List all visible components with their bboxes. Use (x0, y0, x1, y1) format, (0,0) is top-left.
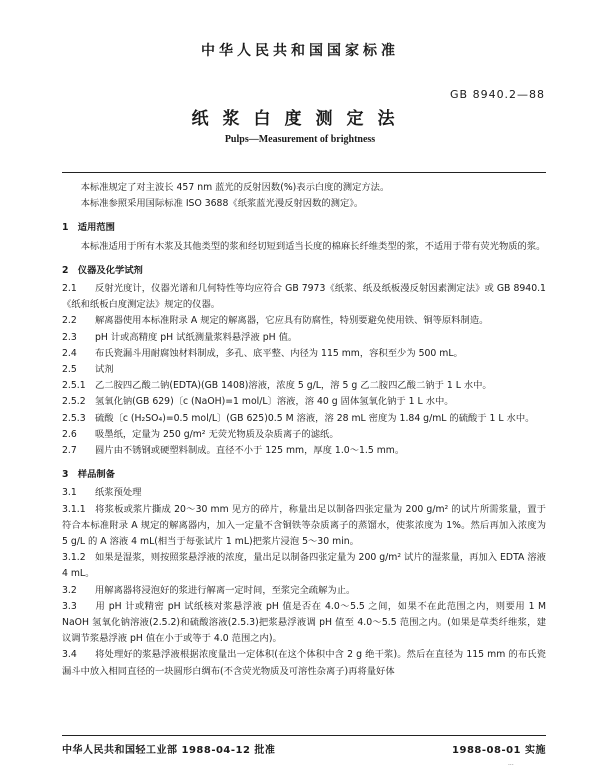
section-heading: 3 样品制备 (62, 469, 115, 481)
clause-number: 2.5.3 (62, 412, 86, 424)
clause-text: 乙二胺四乙酸二钠(EDTA)(GB 1408)溶液，浓度 5 g/L，溶 5 g 乙二胺四乙酸二钠于 1 L 水中。 (94, 380, 492, 392)
clause-number: 2.4 (62, 347, 77, 359)
section-paragraph: 本标准适用于所有木浆及其他类型的浆和经切短到适当长度的棉麻长纤维类型的浆，不适用于带有荧光物质的浆。 (80, 240, 546, 252)
clause-text: pH 计或高精度 pH 试纸测量浆料悬浮液 pH 值。 (94, 331, 298, 343)
clause-item (62, 647, 546, 679)
clause-number: 2.7 (62, 445, 77, 457)
document-body (62, 180, 546, 680)
effective-date: 1988-08-01 实施 (452, 745, 546, 756)
approval-note: 中华人民共和国轻工业部 1988-04-12 批准 (62, 745, 276, 756)
clause-text: 用解离器将浸泡好的浆进行解离一定时间，至浆完全疏解为止。 (94, 584, 356, 596)
clause-item (62, 394, 546, 410)
clause-item (62, 281, 546, 313)
clause-number: 2.1 (62, 283, 77, 295)
clause-number: 3.3 (62, 600, 77, 612)
clause-text: 将浆板或浆片撕成 20～30 mm 见方的碎片，称量出足以制备四张定量为 200 g/m² 的试片所需浆量，置于符合本标准附录 A 规定的解离器内，加入一定量不含铜铁等杂质离子的蒸馏水，使浆浓度为 1%。然后再加入浓度为 5 g/L 的 A 溶液 4 mL(相当于每张试片 1 mL)把浆片浸泡 5～30 min。 (62, 503, 546, 548)
clause-text: 如果是湿浆，则按照浆悬浮液的浓度，量出足以制备四张定量为 200 g/m² 试片的湿浆量，再加入 EDTA 溶液 4 mL。 (62, 552, 546, 580)
clause-text: 用 pH 计或精密 pH 试纸核对浆悬浮液 pH 值是否在 4.0～5.5 之间，如果不在此范围之内，则要用 1 M NaOH 氢氧化钠溶液(2.5.2)和硫酸溶液(2.5.3)把浆悬浮液调 pH 值至 4.0～5.5 范围之内。(如果是草类纤维浆，建议调节浆悬浮液 pH 值在小于或等于 4.0 范围之内)。 (62, 600, 546, 645)
clause-item (62, 330, 546, 346)
clause-item (62, 313, 546, 329)
document-subtitle: Pulps—Measurement of brightness (224, 134, 376, 145)
top-divider (62, 172, 546, 173)
document-title: 纸浆白度测定法 (191, 109, 409, 129)
clause-text: 氢氧化钠(GB 629)〔c (NaOH)=1 mol/L〕溶液，溶 40 g 固体氢氧化钠于 1 L 水中。 (94, 396, 454, 408)
page-mark: ··· (508, 762, 514, 769)
clause-item (62, 599, 546, 648)
clause-item (62, 443, 546, 459)
clause-item (62, 550, 546, 582)
intro-paragraph: 本标准规定了对主波长 457 nm 蓝光的反射因数(%)表示白度的测定方法。 (80, 182, 390, 193)
clause-number: 2.5.1 (62, 380, 86, 392)
section-heading: 2 仪器及化学试剂 (62, 264, 143, 276)
clause-text: 反射光度计，仪器光谱和几何特性等均应符合 GB 7973《纸浆、纸及纸板漫反射因素测定法》或 GB 8940.1《纸和纸板白度测定法》规定的仪器。 (62, 283, 546, 311)
clause-text: 试剂 (94, 364, 114, 376)
standard-code: GB 8940.2—88 (450, 88, 546, 101)
clause-number: 2.5 (62, 364, 77, 376)
clause-number: 3.4 (62, 649, 77, 661)
clause-text: 解离器使用本标准附录 A 规定的解离器，它应具有防腐性，特别要避免使用铁、铜等原料制造。 (94, 315, 489, 327)
clause-item (62, 485, 546, 501)
clause-number: 2.5.2 (62, 396, 86, 408)
clause-number: 3.2 (62, 584, 77, 596)
clause-text: 布氏瓷漏斗用耐腐蚀材料制成，多孔、底平整、内径为 115 mm，容积至少为 500 mL。 (94, 347, 463, 359)
intro-paragraph: 本标准参照采用国际标准 ISO 3688《纸浆蓝光漫反射因数的测定》。 (80, 198, 364, 210)
clause-text: 圆片由不锈钢或硬塑料制成。直径不小于 125 mm，厚度 1.0～1.5 mm。 (94, 445, 405, 457)
clause-number: 2.6 (62, 428, 77, 440)
clause-number: 3.1.2 (62, 552, 86, 564)
clause-text: 硫酸〔c (H₂SO₄)=0.5 mol/L〕(GB 625)0.5 M 溶液，溶 28 mL 密度为 1.84 g/mL 的硫酸于 1 L 水中。 (94, 412, 535, 424)
clause-item (62, 411, 546, 427)
clause-text: 纸浆预处理 (94, 487, 142, 499)
clause-number: 2.3 (62, 331, 77, 343)
clause-text: 吸墨纸，定量为 250 g/m² 无荧光物质及杂质离子的滤纸。 (94, 428, 339, 440)
clause-item (62, 583, 546, 599)
clause-number: 3.1.1 (62, 503, 86, 515)
section-heading: 1 适用范围 (62, 222, 115, 234)
clause-item (62, 362, 546, 378)
clause-item (62, 378, 546, 394)
standard-header: 中华人民共和国国家标准 (201, 43, 399, 59)
bottom-divider (62, 735, 546, 736)
clause-number: 2.2 (62, 315, 77, 327)
clause-item (62, 346, 546, 362)
clause-item (62, 502, 546, 551)
clause-number: 3.1 (62, 487, 77, 499)
clause-item (62, 427, 546, 443)
clause-text: 将处理好的浆悬浮液根据浓度量出一定体积(在这个体积中含 2 g 绝干浆)。然后在直径为 115 mm 的布氏瓷漏斗中放入相同直径的一块圆形白绸布(不含荧光物质及可溶性杂离子)再将量好体 (62, 649, 546, 677)
